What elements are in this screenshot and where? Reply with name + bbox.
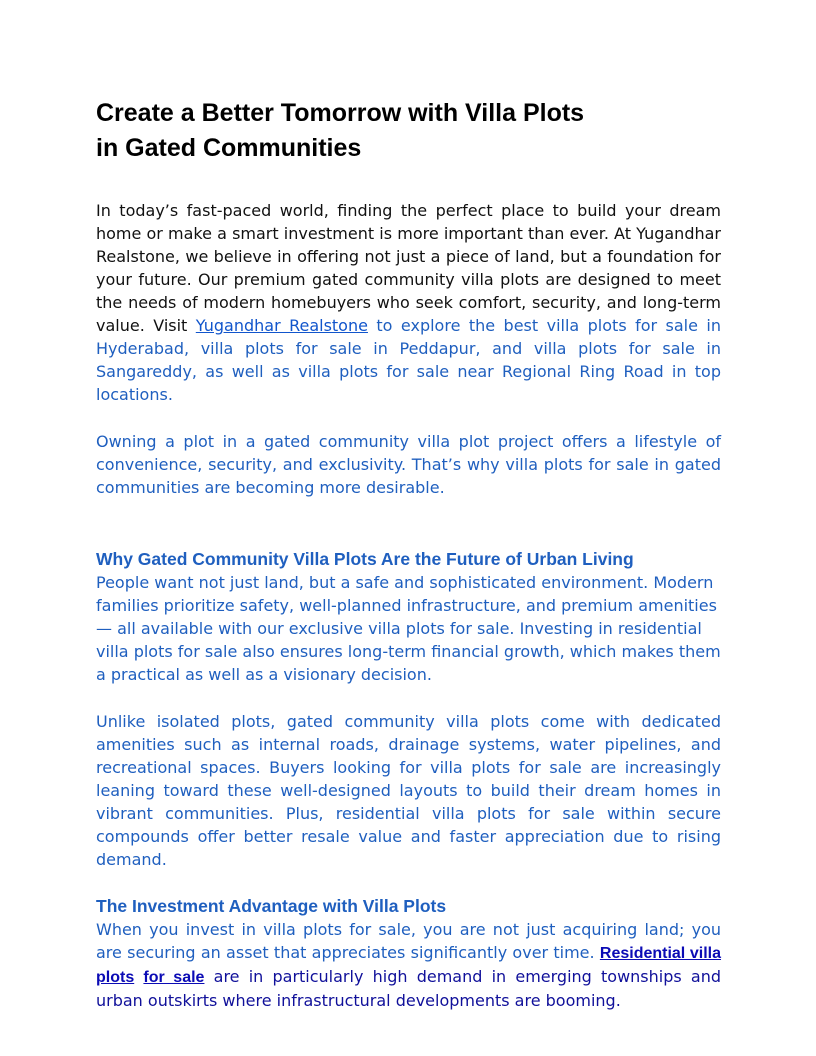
section2-paragraph: [96, 918, 721, 1012]
gated-community-paragraph: Owning a plot in a gated community villa plot project offers a lifestyle of convenience, security, and exclusivity. That’s why villa plots for sale in gated communities are becoming more desirable.: [96, 432, 721, 497]
section2-text-continued: are in particularly high demand in emerging townships and urban outskirts where infrastructural developments are booming.: [96, 967, 722, 1010]
section2-text: When you invest in villa plots for sale, you are not just acquiring land; you are securing an asset that appreciates significantly over time.: [96, 920, 721, 962]
intro-text: In today’s fast-paced world, finding the perfect place to build your dream home or make a smart investment is more important than ever. At Yugandhar Realstone, we believe in offering not just a piece of land, but a foundation for your future. Our premium gated community villa plots are designed to meet the needs of modern homebuyers who seek comfort, security, and long-term value. Visit: [96, 201, 721, 335]
section1-paragraph-2: Unlike isolated plots, gated community villa plots come with dedicated amenities such as internal roads, drainage systems, water pipelines, and recreational spaces. Buyers looking for villa plots for sale are increasingly leaning toward these well-designed layouts to build their dream homes in vibrant communities. Plus, residential villa plots for sale within secure compounds offer better resale value and faster appreciation due to rising demand.: [96, 712, 721, 869]
section1-paragraph-1: People want not just land, but a safe and sophisticated environment. Modern families prioritize safety, well-planned infrastructure, and premium amenities — all available with our exclusive villa plots for sale. Investing in residential villa plots for sale also ensures long-term financial growth, which makes them a practical as well as a visionary decision.: [96, 573, 721, 684]
document-page: [96, 96, 721, 1012]
page-title: [96, 96, 721, 166]
section-heading-investment-advantage: The Investment Advantage with Villa Plots: [96, 896, 447, 916]
yugandhar-realstone-link[interactable]: Yugandhar Realstone: [195, 316, 368, 335]
residential-villa-plots-link[interactable]: Residential villa plots: [96, 945, 722, 986]
intro-text-continued: to explore the best villa plots for sale in Hyderabad, villa plots for sale in Peddapur, and villa plots for sale in Sangareddy, as well as villa plots for sale near Regional Ring Road in top locations.: [96, 316, 721, 404]
for-sale-link[interactable]: for sale: [143, 969, 205, 986]
section-heading-future-urban-living: Why Gated Community Villa Plots Are the Future of Urban Living: [96, 549, 634, 569]
intro-paragraph: [96, 199, 721, 406]
page-title-line-2: in Gated Communities: [96, 134, 362, 162]
page-title-line-1: Create a Better Tomorrow with Villa Plots: [96, 99, 585, 127]
